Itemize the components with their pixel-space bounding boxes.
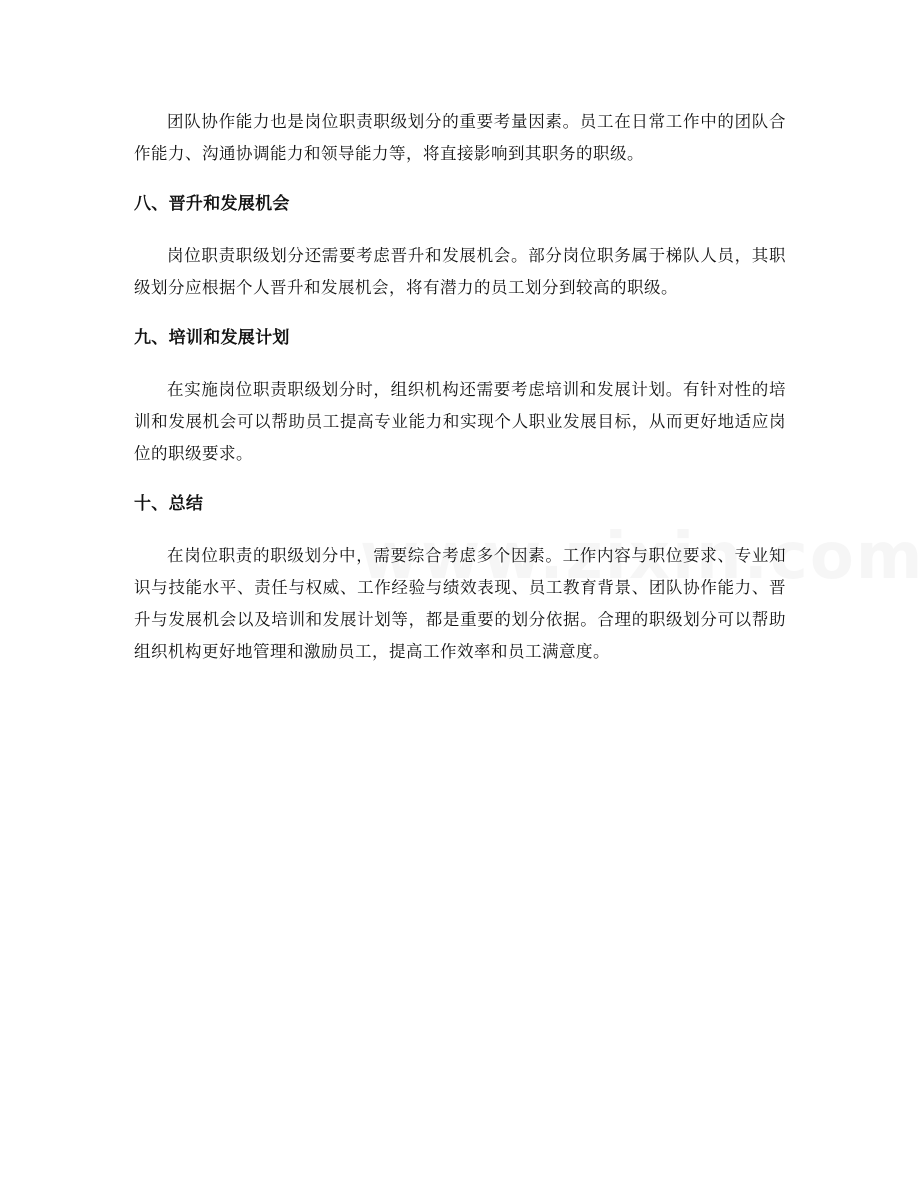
paragraph-teamwork: 团队协作能力也是岗位职责职级划分的重要考量因素。员工在日常工作中的团队合作能力、沟通协调能力和领导能力等，将直接影响到其职务的职级。 — [134, 112, 786, 163]
heading-promotion: 八、晋升和发展机会 — [134, 194, 290, 214]
paragraph-training: 在实施岗位职责职级划分时，组织机构还需要考虑培训和发展计划。有针对性的培训和发展机会可以帮助员工提高专业能力和实现个人职业发展目标，从而更好地适应岗位的职级要求。 — [134, 380, 786, 463]
paragraph-summary: 在岗位职责的职级划分中，需要综合考虑多个因素。工作内容与职位要求、专业知识与技能水平、责任与权威、工作经验与绩效表现、员工教育背景、团队协作能力、晋升与发展机会以及培训和发展计划等，都是重要的划分依据。合理的职级划分可以帮助组织机构更好地管理和激励员工，提高工作效率和员工满意度。 — [134, 546, 786, 661]
paragraph-promotion: 岗位职责职级划分还需要考虑晋升和发展机会。部分岗位职务属于梯队人员，其职级划分应根据个人晋升和发展机会，将有潜力的员工划分到较高的职级。 — [134, 246, 786, 297]
heading-training: 九、培训和发展计划 — [134, 328, 290, 348]
document-body — [134, 106, 786, 668]
heading-summary: 十、总结 — [134, 494, 204, 514]
